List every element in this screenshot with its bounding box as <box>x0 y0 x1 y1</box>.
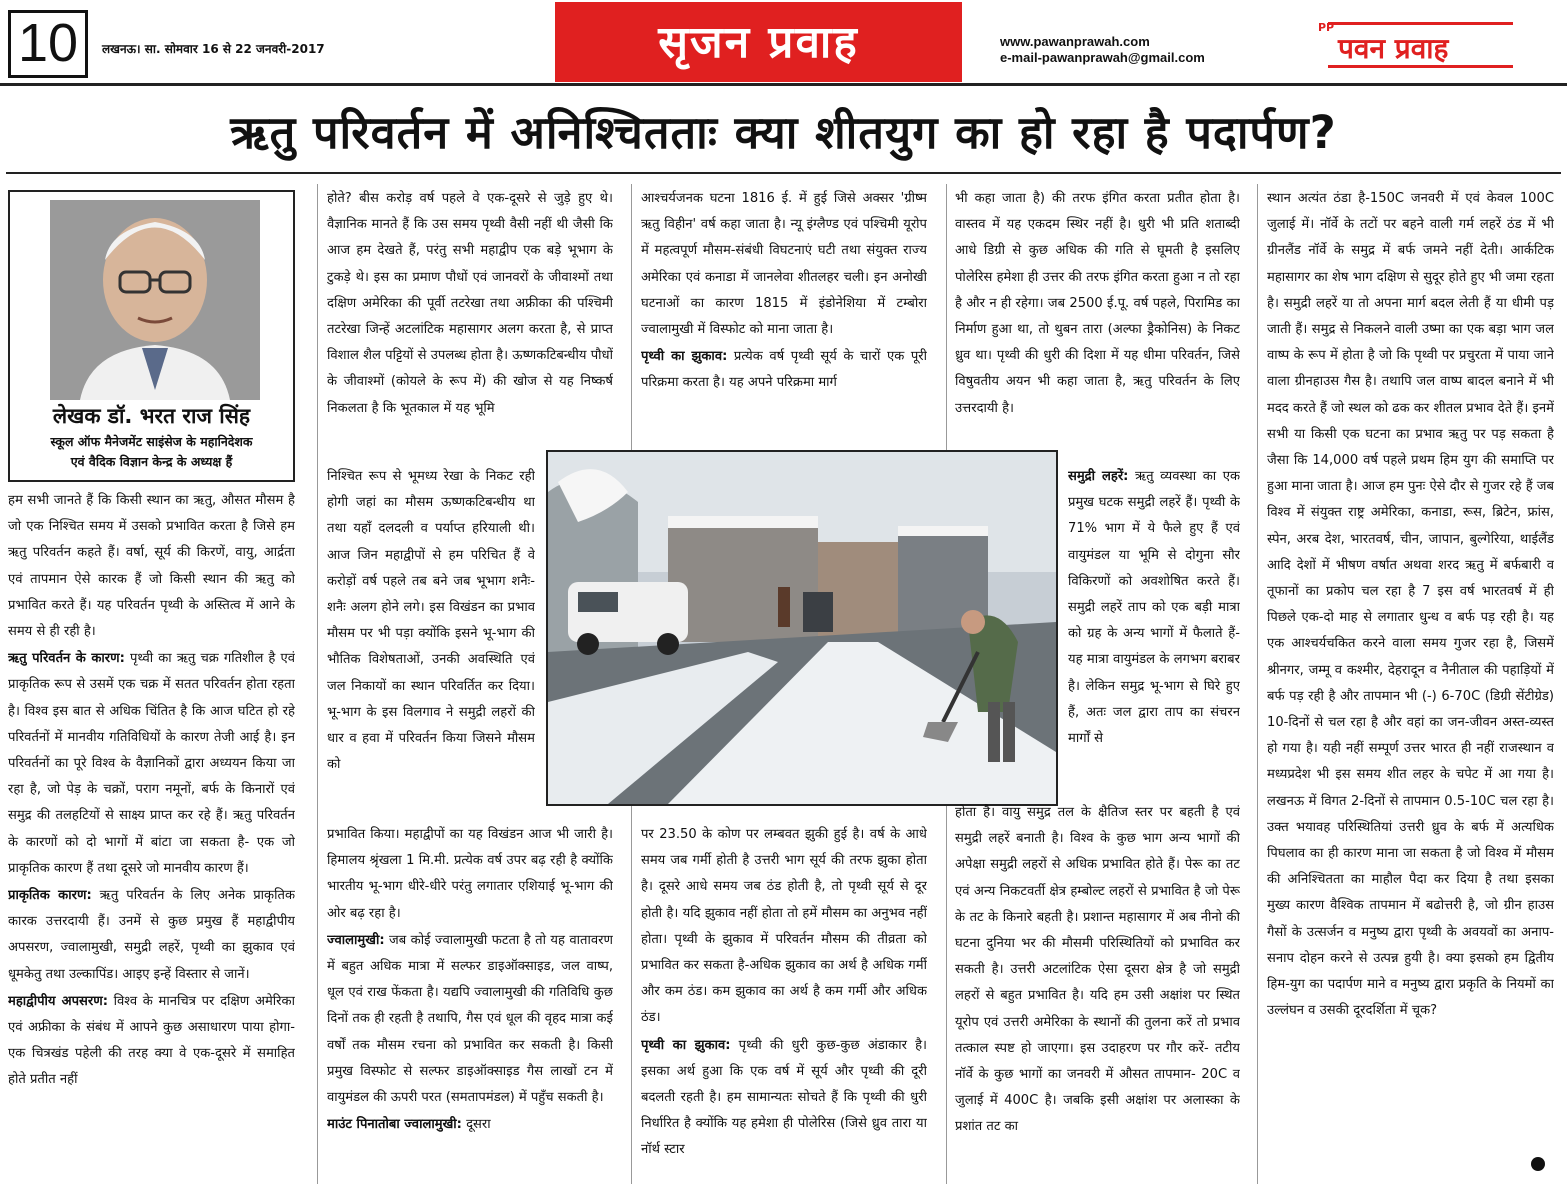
article-headline: ऋतु परिवर्तन में अनिश्चितताः क्या शीतयुग का हो रहा है पदार्पण? <box>6 92 1561 174</box>
masthead <box>0 0 1567 86</box>
paragraph: समुद्री लहरें: ऋतु व्यवस्था का एक प्रमुख घटक समुद्री लहरें हैं। पृथ्वी के 71% भाग में ये फैले हुए हैं एवं वायुमंडल या भूमि से दोगुना सौर विकिरणों को अवशोषित करते हैं। समुद्री लहरें ताप को एक बड़ी मात्रा को ग्रह के अन्य भागों में फैलाते हैं- यह मात्रा वायुमंडल के लगभग बराबर है। लेकिन समुद्र भू-भाग से घिरे हुए हैं, अतः जल द्वारा ताप का संचरन मार्गों से <box>1068 469 1240 747</box>
article-column-4-top <box>955 186 1240 462</box>
article-column-4-middle <box>1068 464 1240 800</box>
column-divider <box>317 184 318 1184</box>
paragraph: आश्चर्यजनक घटना 1816 ई. में हुई जिसे अक्सर 'ग्रीष्म ऋतु विहीन' वर्ष कहा जाता है। न्यू इंग्लैण्ड एवं पश्चिमी यूरोप में महत्वपूर्ण मौसम-संबंधी विघटनाएं घटी तथा संयुक्त राज्य अमेरिका एवं कनाडा में जानलेवा शीतलहर चली। इन अनोखी घटनाओं का कारण 1815 में इंडोनेशिया में टम्बोरा ज्वालामुखी में विस्फोट को माना जाता है। <box>641 191 927 338</box>
page-number: 10 <box>8 10 88 78</box>
contact-info <box>1000 34 1205 66</box>
section-banner <box>551 2 966 82</box>
article-column-2-bottom <box>327 822 613 1182</box>
paragraph: स्थान अत्यंत ठंडा है-150C जनवरी में एवं केवल 100C जुलाई में। नॉर्वे के तटों पर बहने वाली गर्म लहरें ठंड में भी ग्रीनलैंड नॉर्वे के समुद्र में बर्फ जमने नहीं देती। आर्कटिक महासागर का शेष भाग दक्षिण से सुदूर होते हुए भी जमा रहता है। समुद्री लहरें या तो अपना मार्ग बदल लेती हैं या धीमी पड़ जाती हैं। समुद्र से निकलने वाली उष्मा का एक बड़ा भाग जल वाष्प के रूप में होता है जो कि पृथ्वी पर प्रचुरता में पाया जाने वाला ग्रीनहाउस गैस है। तथापि जल वाष्प बादल बनाने में भी मदद करते हैं जो स्थल को ढक कर शीतल प्रभाव देते हैं। इनमें सभी या किसी एक घटना का प्रभाव ऋतु पर पड़ सकता है जैसा कि 14,000 वर्ष पहले प्रथम हिम युग की समाप्ति पर हुआ माना जाता है। आज हम पुनः ऐसे दौर से गुजर रहे हैं जब विश्व में संयुक्त राष्ट्र अमेरिका, कनाडा, रूस, ब्रिटेन, फ्रांस, स्पेन, अरब देश, भारतवर्ष, चीन, जापान, बुल्गेरिया, थाईलैंड आदि देशों में भीषण वर्षात अथवा शरद ऋतु में बर्फबारी व तूफानों का प्रकोप चल रहा है 7 इस वर्ष भारतवर्ष में ही पिछले एक-दो माह से लगातार धुन्ध व बर्फ पड़ रही है। यह एक आश्चर्यचकित करने वाला समय गुजर रहा है, जिसमें श्रीनगर, जम्मू व कश्मीर, देहरादून व नैनीताल की पहाड़ियों में बर्फ पड़ रही है और तापमान भी (-) 6-70C (डिग्री सेंटीग्रेड) 10-दिनों से चल रहा है और वहां का जन-जीवन अस्त-व्यस्त हो गया है। यही नहीं सम्पूर्ण उत्तर भारत ही नहीं राजस्थान व मध्यप्रदेश भी इस समय शीत लहर के चपेट में आ गया है। लखनऊ में विगत 2-दिनों से तापमान 0.5-10C चल रहा है। उक्त भयावह परिस्थितियां उत्तरी ध्रुव के बर्फ में अत्यधिक पिघलाव का ही कारण माना जा सकता है जो विश्व में मौसम की अनिश्चितता का माहौल पैदा कर दिया है तथा इसका मुख्य कारण वैश्विक तापमान में बढोत्तरी है, जो ग्रीन हाउस गैसों के उत्सर्जन व मनुष्य द्वारा पृथ्वी के अवयवों का अनाप-सनाप दोहन करने से उत्पन्न हुयी है। क्या इसको हम द्वितीय हिम-युग का पदार्पण माने व मनुष्य द्वारा प्रकृति के नियमों का उल्लंघन व उसकी दूरदर्शिता में चूक? <box>1267 191 1554 1019</box>
website-link[interactable]: www.pawanprawah.com <box>1000 34 1150 49</box>
author-designation-line-2: एवं वैदिक विज्ञान केन्द्र के अध्यक्ष हैं <box>70 454 233 469</box>
author-designation-line-1: स्कूल ऑफ मैनेजमेंट साइंसेज के महानिदेशक <box>50 434 253 449</box>
paragraph: ऋतु परिवर्तन के कारण: पृथ्वी का ऋतु चक्र गतिशील है एवं प्राकृतिक रूप से उसमें एक चक्र में सतत परिवर्तन होता रहता है। विश्व इस बात से अधिक चिंतित है कि आज घटित हो रहे परिवर्तनों में मानवीय गतिविधियों के कारण तेजी आई है। इन परिवर्तनों का पूरे विश्व के वैज्ञानिकों द्वारा अध्ययन किया जा रहा है, जो पेड़ के चक्रों, पराग नमूनों, बर्फ के किनारों एवं समुद्र की तलहटियों से साक्ष्य प्राप्त कर रहे हैं। ऋतु परिवर्तन के कारणों को दो भागों में बांटा जा सकता है- एक जो प्राकृतिक कारण हैं तथा दूसरे जो मानवीय कारण हैं। <box>8 651 295 876</box>
paragraph: होता है। वायु समुद्र तल के क्षैतिज स्तर पर बहती है एवं समुद्री लहरें बनाती है। विश्व के कुछ भाग अन्य भागों की अपेक्षा समुद्री लहरों से अधिक प्रभावित होते हैं। पेरू का तट एवं अन्य निकटवर्ती क्षेत्र हम्बोल्ट लहरों से प्रभावित है जो पेरू के तट के किनारे बहती है। प्रशान्त महासागर में अब नीनो की घटना दुनिया भर की मौसमी परिस्थितियों को प्रभावित कर सकती है। उत्तरी अटलांटिक ऐसा दूसरा क्षेत्र है जो समुद्री लहरों से बहुत प्रभावित है। यदि हम उसी अक्षांश पर स्थित यूरोप एवं उत्तरी अमेरिका के स्थानों की तुलना करें तो प्रभाव तत्काल स्पष्ट हो जाएगा। इस उदाहरण पर गौर करें- तटीय नॉर्वे के कुछ भागों का जनवरी में औसत तापमान- 20C व जुलाई में 400C है। जबकि इसी अक्षांश पर अलास्का के प्रशांत तट का <box>955 805 1240 1135</box>
section-title: सृजन प्रवाह <box>658 17 859 68</box>
paragraph: भी कहा जाता है) की तरफ इंगित करता प्रतीत होता है। वास्तव में यह एकदम स्थिर नहीं है। धुरी भी प्रति शताब्दी आधे डिग्री से कुछ अधिक की गति से घूमती है इसलिए पोलेरिस हमेशा ही उत्तर की तरफ इंगित करता हुआ न तो रहा है और न ही रहेगा। जब 2500 ई.पू. वर्ष पहले, पिरामिड का निर्माण हुआ था, तो थुबन तारा (अल्फा ड्रैकोनिस) के निकट ध्रुव था। पृथ्वी की धुरी की दिशा में यह धीमा परिवर्तन, जिसे विषुवतीय अयन भी कहा जाता है, ऋतु परिवर्तन के लिए उत्तरदायी है। <box>955 191 1240 416</box>
snow-scene-image <box>548 452 1056 804</box>
paragraph: प्राकृतिक कारण: ऋतु परिवर्तन के लिए अनेक प्राकृतिक कारक उत्तरदायी हैं। उनमें से कुछ प्रमुख हैं महाद्वीपीय अपसरण, ज्वालामुखी, समुद्री लहरें, पृथ्वी का झुकाव एवं धूमकेतु तथा उल्कापिंड। आइए इन्हें विस्तार से जानें। <box>8 888 295 982</box>
snow-street-photo <box>546 450 1058 806</box>
newspaper-logo <box>1318 21 1513 68</box>
paragraph: पर 23.50 के कोण पर लम्बवत झुकी हुई है। वर्ष के आधे समय जब गर्मी होती है उत्तरी भाग सूर्य की तरफ झुका होता है। दूसरे आधे समय जब ठंड होती है, तो पृथ्वी सूर्य से दूर होती है। यदि झुकाव नहीं होता तो हमें मौसम का अनुभव नहीं होता। पृथ्वी के झुकाव में परिवर्तन मौसम की तीव्रता को प्रभावित कर सकता है-अधिक झुकाव का अर्थ है अधिक गर्मी और कम ठंड। कम झुकाव का अर्थ है कम गर्मी और अधिक ठंड। <box>641 827 927 1026</box>
author-portrait-image <box>50 200 260 400</box>
article-column-2-top <box>327 186 613 464</box>
paragraph: हम सभी जानते हैं कि किसी स्थान का ऋतु, औसत मौसम है जो एक निश्चित समय में उसको प्रभावित करता है जिसे हम ऋतु परिवर्तन कहते हैं। वर्षा, सूर्य की किरणें, वायु, आर्द्रता एवं तापमान ऐसे कारक हैं जो किसी स्थान की ऋतु को प्रभावित करते हैं। यह परिवर्तन पृथ्वी के अस्तित्व में आने के समय से ही रही है। <box>8 493 295 640</box>
end-of-article-bullet <box>1531 1157 1545 1171</box>
paragraph: निश्चित रूप से भूमध्य रेखा के निकट रही होगी जहां का मौसम ऊष्णकटिबन्धीय था तथा यहाँ दलदली व पर्याप्त हरियाली थी। आज जिन महाद्वीपों से हम परिचित हैं वे करोड़ों वर्ष पहले तब बने जब भूभाग शनैः-शनैः अलग होने लगे। इस विखंडन का प्रभाव मौसम पर भी पड़ा क्योंकि इसने भू-भाग की भौतिक विशेषताओं, उनकी अवस्थिति एवं जल निकायों का स्थान परिवर्तित कर दिया। भू-भाग के इस विलगाव ने समुद्री लहरों की धार व हवा में परिवर्तन किया जिसने मौसम को <box>327 469 535 773</box>
article-column-3-top <box>641 186 927 442</box>
article-column-3-bottom <box>641 822 927 1182</box>
author-box <box>8 190 295 482</box>
logo-mark: PP <box>1318 21 1335 34</box>
email-link[interactable]: e-mail-pawanprawah@gmail.com <box>1000 50 1205 65</box>
paragraph: पृथ्वी का झुकाव: प्रत्येक वर्ष पृथ्वी सूर्य के चारों एक पूरी परिक्रमा करता है। यह अपने परिक्रमा मार्ग <box>641 349 927 391</box>
article-column-4-bottom <box>955 800 1240 1182</box>
author-designation <box>10 432 293 472</box>
article-column-2-middle <box>327 464 535 822</box>
paragraph: माउंट पिनातोबा ज्वालामुखी: दूसरा <box>327 1117 491 1133</box>
author-photo <box>50 200 260 400</box>
article-column-5 <box>1267 186 1554 1182</box>
dateline: लखनऊ। सा. सोमवार 16 से 22 जनवरी-2017 <box>102 42 325 56</box>
paragraph: होते? बीस करोड़ वर्ष पहले वे एक-दूसरे से जुड़े हुए थे। वैज्ञानिक मानते हैं कि उस समय पृथ्वी वैसी नहीं थी जैसी कि आज हम देखते हैं, परंतु सभी महाद्वीप एक बड़े भूभाग के टुकड़े थे। इस का प्रमाण पौधों एवं जानवरों के जीवाश्मों तथा दक्षिण अमेरिका की पूर्वी तटरेखा तथा अफ्रीका की पश्चिमी तटरेखा जिन्हें अटलांटिक महासागर अलग करता है, से प्राप्त विशाल शैल पट्टियों से उपलब्ध होता है। ऊष्णकटिबन्धीय पौधों के जीवाश्मों (कोयले के रूप में) की खोज से यह निष्कर्ष निकलता है कि भूतकाल में यह भूमि <box>327 191 613 416</box>
paragraph: पृथ्वी का झुकाव: पृथ्वी की धुरी कुछ-कुछ अंडाकार है। इसका अर्थ हुआ कि एक वर्ष में सूर्य और पृथ्वी की दूरी बदलती रहती है। हम सामान्यतः सोचते हैं कि पृथ्वी की धुरी निर्धारित है क्योंकि यह हमेशा ही पोलेरिस (जिसे ध्रुव तारा या नॉर्थ स्टार <box>641 1037 927 1158</box>
author-name: लेखक डॉ. भरत राज सिंह <box>52 404 251 428</box>
article-column-1 <box>8 488 295 1182</box>
paragraph: ज्वालामुखी: जब कोई ज्वालामुखी फटता है तो यह वातावरण में बहुत अधिक मात्रा में सल्फर डाइऑक्साइड, जल वाष्प, धूल एवं राख फेंकता है। यद्यपि ज्वालामुखी की गतिविधि कुछ दिनों तक ही रहती है तथापि, गैस एवं धूल की वृहद मात्रा कई वर्षों तक मौसम रचना को प्रभावित कर सकती है। किसी प्रमुख विस्फोट से सल्फर डाइऑक्साइड गैस लाखों टन में वायुमंडल की ऊपरी परत (समतापमंडल) में पहुँच सकती है। <box>327 932 613 1106</box>
column-divider <box>1257 184 1258 1184</box>
paragraph: महाद्वीपीय अपसरण: विश्व के मानचित्र पर दक्षिण अमेरिका एवं अफ्रीका के संबंध में आपने कुछ असाधारण पाया होगा-एक चित्रखंड पहेली की तरह क्या वे एक-दूसरे में समाहित होते प्रतीत नहीं <box>8 993 295 1088</box>
logo-name: पवन प्रवाह <box>1338 32 1449 65</box>
paragraph: प्रभावित किया। महाद्वीपों का यह विखंडन आज भी जारी है। हिमालय श्रृंखला 1 मि.मी. प्रत्येक वर्ष उपर बढ़ रही है क्योंकि भारतीय भू-भाग धीरे-धीरे परंतु लगातार एशियाई भू-भाग की ओर बढ़ रहा है। <box>327 827 613 921</box>
